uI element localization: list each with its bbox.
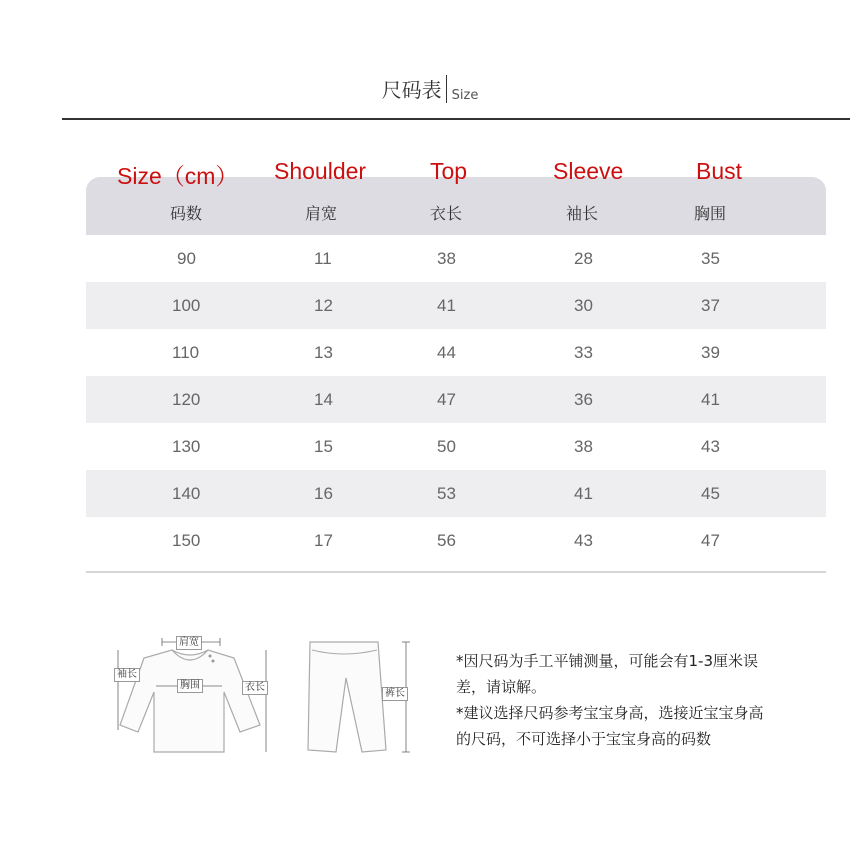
cell-bust: 37 bbox=[701, 296, 720, 315]
cell-sleeve: 30 bbox=[574, 296, 593, 315]
title-chinese: 尺码表 bbox=[381, 78, 442, 102]
cell-size: 150 bbox=[172, 531, 201, 550]
table-row bbox=[86, 282, 826, 329]
cell-bust: 47 bbox=[701, 531, 720, 550]
header-shoulder-cn: 肩宽 bbox=[305, 204, 338, 223]
cell-top: 44 bbox=[437, 343, 456, 362]
cell-bust: 45 bbox=[701, 484, 720, 503]
header-bust-en: Bust bbox=[696, 158, 743, 184]
cell-sleeve: 41 bbox=[574, 484, 593, 503]
cell-size: 130 bbox=[172, 437, 201, 456]
cell-shoulder: 16 bbox=[314, 484, 333, 503]
diagram-label-top-length: 衣长 bbox=[242, 681, 268, 695]
header-size-en: Size（cm） bbox=[117, 163, 239, 189]
cell-bust: 41 bbox=[701, 390, 720, 409]
cell-top: 41 bbox=[437, 296, 456, 315]
note-line: 差，请谅解。 bbox=[456, 678, 547, 696]
cell-top: 50 bbox=[437, 437, 456, 456]
diagram-label-bust: 胸围 bbox=[177, 679, 203, 693]
title-divider bbox=[446, 75, 447, 103]
table-row bbox=[86, 423, 826, 470]
diagram-label-shoulder: 肩宽 bbox=[176, 636, 202, 650]
header-sleeve-en: Sleeve bbox=[553, 158, 624, 184]
pants-measurement-diagram bbox=[300, 630, 415, 760]
cell-bust: 35 bbox=[701, 249, 720, 268]
header-bust-cn: 胸围 bbox=[694, 204, 727, 223]
cell-sleeve: 43 bbox=[574, 531, 593, 550]
table-bottom-rule bbox=[86, 571, 826, 573]
header-sleeve-cn: 袖长 bbox=[566, 204, 599, 223]
cell-top: 38 bbox=[437, 249, 456, 268]
diagram-label-pants-length: 裤长 bbox=[382, 687, 408, 701]
cell-bust: 39 bbox=[701, 343, 720, 362]
cell-size: 140 bbox=[172, 484, 201, 503]
note-line: 的尺码，不可选择小于宝宝身高的码数 bbox=[456, 730, 712, 748]
cell-size: 100 bbox=[172, 296, 201, 315]
header-size-cn: 码数 bbox=[170, 204, 203, 223]
diagram-label-sleeve: 袖长 bbox=[114, 668, 140, 682]
top-measurement-diagram bbox=[112, 630, 272, 760]
cell-shoulder: 14 bbox=[314, 390, 333, 409]
cell-top: 47 bbox=[437, 390, 456, 409]
cell-shoulder: 13 bbox=[314, 343, 333, 362]
cell-shoulder: 15 bbox=[314, 437, 333, 456]
cell-sleeve: 36 bbox=[574, 390, 593, 409]
cell-size: 110 bbox=[172, 343, 200, 362]
header-top-en: Top bbox=[430, 158, 468, 184]
cell-shoulder: 12 bbox=[314, 296, 333, 315]
cell-shoulder: 11 bbox=[314, 249, 332, 268]
cell-bust: 43 bbox=[701, 437, 720, 456]
table-row bbox=[86, 329, 826, 376]
cell-top: 56 bbox=[437, 531, 456, 550]
note-line: *建议选择尺码参考宝宝身高，选接近宝宝身高 bbox=[456, 704, 764, 722]
cell-sleeve: 33 bbox=[574, 343, 593, 362]
header-shoulder-en: Shoulder bbox=[274, 158, 367, 184]
table-row bbox=[86, 376, 826, 423]
table-row bbox=[86, 517, 826, 564]
cell-sleeve: 38 bbox=[574, 437, 593, 456]
note-line: *因尺码为手工平铺测量，可能会有1-3厘米误 bbox=[456, 652, 759, 670]
header-top-cn: 衣长 bbox=[430, 204, 463, 223]
title-underline bbox=[62, 118, 850, 120]
cell-sleeve: 28 bbox=[574, 249, 593, 268]
table-row bbox=[86, 235, 826, 282]
cell-shoulder: 17 bbox=[314, 531, 333, 550]
size-chart-title bbox=[0, 74, 860, 103]
table-row bbox=[86, 470, 826, 517]
cell-size: 120 bbox=[172, 390, 201, 409]
title-english: Size bbox=[451, 88, 479, 103]
cell-top: 53 bbox=[437, 484, 456, 503]
size-notes bbox=[456, 648, 806, 752]
cell-size: 90 bbox=[177, 249, 196, 268]
